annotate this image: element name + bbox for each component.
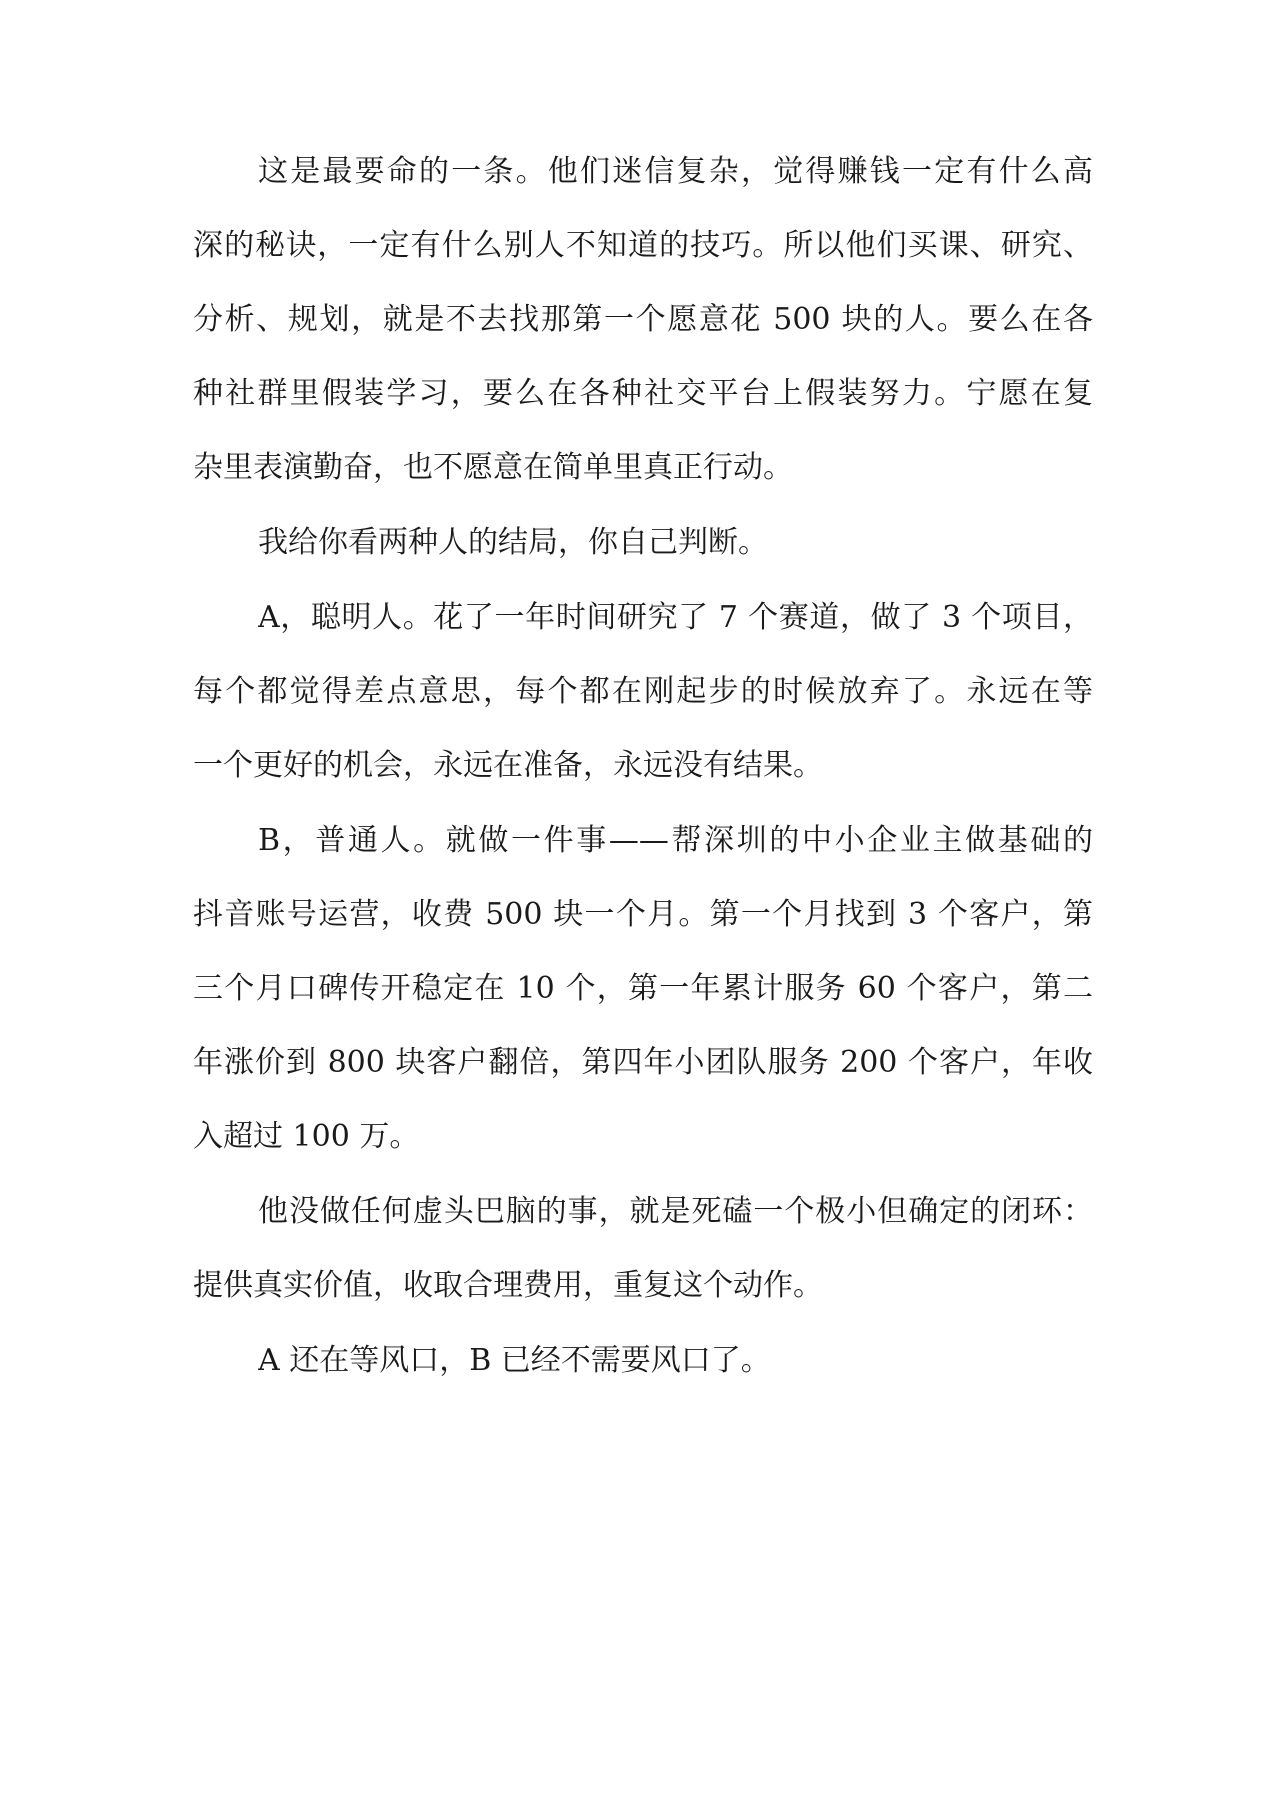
paragraph-4-line-3: 三个月口碑传开稳定在 10 个，第一年累计服务 60 个客户，第二 (193, 971, 1093, 1006)
paragraph-5-line-1: 他没做任何虚头巴脑的事，就是死磕一个极小但确定的闭环： (258, 1194, 1093, 1229)
paragraph-1-line-5: 杂里表演勤奋，也不愿意在简单里真正行动。 (193, 450, 793, 485)
paragraph-6-line-1: A 还在等风口，B 已经不需要风口了。 (258, 1343, 771, 1378)
paragraph-4-line-4: 年涨价到 800 块客户翻倍，第四年小团队服务 200 个客户，年收 (193, 1045, 1093, 1080)
paragraph-3-line-2: 每个都觉得差点意思，每个都在刚起步的时候放弃了。永远在等 (193, 674, 1093, 709)
paragraph-4-line-2: 抖音账号运营，收费 500 块一个月。第一个月找到 3 个客户，第 (193, 897, 1093, 932)
paragraph-4-line-1: B，普通人。就做一件事——帮深圳的中小企业主做基础的 (258, 823, 1093, 858)
paragraph-1-line-2: 深的秘诀，一定有什么别人不知道的技巧。所以他们买课、研究、 (193, 228, 1093, 263)
paragraph-2-line-1: 我给你看两种人的结局，你自己判断。 (258, 525, 768, 560)
paragraph-1-line-3: 分析、规划，就是不去找那第一个愿意花 500 块的人。要么在各 (193, 302, 1093, 337)
paragraph-4-line-5: 入超过 100 万。 (193, 1119, 420, 1154)
paragraph-5-line-2: 提供真实价值，收取合理费用，重复这个动作。 (193, 1268, 823, 1303)
paragraph-1-line-4: 种社群里假装学习，要么在各种社交平台上假装努力。宁愿在复 (193, 376, 1093, 411)
paragraph-3-line-1: A，聪明人。花了一年时间研究了 7 个赛道，做了 3 个项目， (258, 600, 1093, 635)
paragraph-1-line-1: 这是最要命的一条。他们迷信复杂，觉得赚钱一定有什么高 (258, 154, 1093, 189)
paragraph-3-line-3: 一个更好的机会，永远在准备，永远没有结果。 (193, 748, 823, 783)
